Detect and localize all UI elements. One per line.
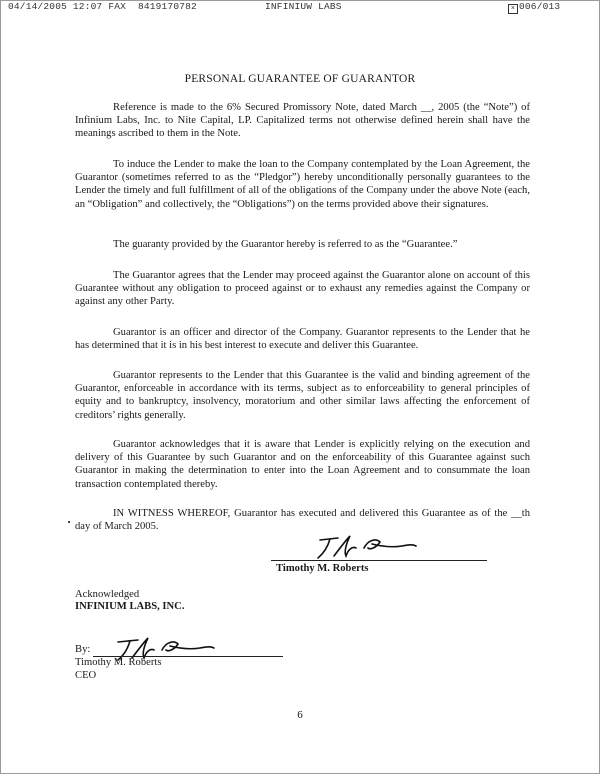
paragraph-binding-agreement: Guarantor represents to the Lender that this Guarantee is the valid and binding agreement of the Guarantor, enforceable in accordance with its terms, subject as to enforceability to general principles of equity and to bankruptcy, insolvency, moratorium and other similar laws affecting the enforcement of creditors’ rights generally. (75, 370, 530, 421)
fax-phone: 8419170782 (137, 1, 197, 12)
paragraph-guaranty-definition: The guaranty provided by the Guarantor hereby is referred to as the “Guarantee.” (113, 239, 458, 250)
by-label: By: (75, 644, 91, 655)
paragraph-reference: Reference is made to the 6% Secured Promissory Note, dated March __, 2005 (the “Note”) of Infinium Labs, Inc. to Nite Capital, LP. Capitalized terms not otherwise defined herein shall have the meanings ascribed to them in the Note. (75, 102, 530, 140)
fax-header (0, 1, 600, 13)
ceo-name: Timothy M. Roberts (75, 657, 162, 668)
guarantor-name: Timothy M. Roberts (276, 563, 369, 574)
fax-page-box-icon: × (508, 4, 518, 14)
page-number: 6 (297, 709, 303, 721)
company-name: INFINIUM LABS, INC. (75, 601, 185, 612)
fax-datetime: 04/14/2005 12:07 FAX (8, 1, 127, 12)
fax-sender: INFINIUW LABS (265, 1, 342, 12)
acknowledged-label: Acknowledged (75, 589, 140, 600)
guarantor-signature-line (271, 560, 487, 561)
paragraph-reliance: Guarantor acknowledges that it is aware that Lender is explicitly relying on the execution and delivery of this Guarantee by such Guarantor and on the enforceability of this Guarantee against such Guarantor in making the determination to enter into the Loan Agreement and to consummate the loan transaction contemplated thereby. (75, 439, 530, 490)
paragraph-witness: IN WITNESS WHEREOF, Guarantor has executed and delivered this Guarantee as of the __th day of March 2005. (75, 508, 530, 533)
paragraph-inducement: To induce the Lender to make the loan to the Company contemplated by the Loan Agreement, the Guarantor (sometimes referred to as the “Pledgor”) hereby unconditionally personally guarantees to the Lender the timely and full fulfillment of all of the obligations of the Company under the above Note (each, an “Obligation” and collectively, the “Obligations”) on the terms provided above their signatures. (75, 159, 530, 210)
fax-page-indicator (508, 1, 560, 14)
document-title: PERSONAL GUARANTEE OF GUARANTOR (184, 73, 416, 85)
paragraph-officer-representation: Guarantor is an officer and director of the Company. Guarantor represents to the Lender that he has determined that it is in his best interest to execute and deliver this Guarantee. (75, 327, 530, 352)
guarantor-signature (306, 526, 426, 562)
fax-header-left (8, 1, 197, 12)
paragraph-lender-rights: The Guarantor agrees that the Lender may proceed against the Guarantor alone on account of this Guarantee without any obligation to proceed against or to exhaust any remedies against the Company or against any other Party. (75, 270, 530, 308)
fax-page-count: 006/013 (519, 1, 561, 12)
scan-speck (68, 521, 70, 523)
ceo-title: CEO (75, 670, 97, 681)
